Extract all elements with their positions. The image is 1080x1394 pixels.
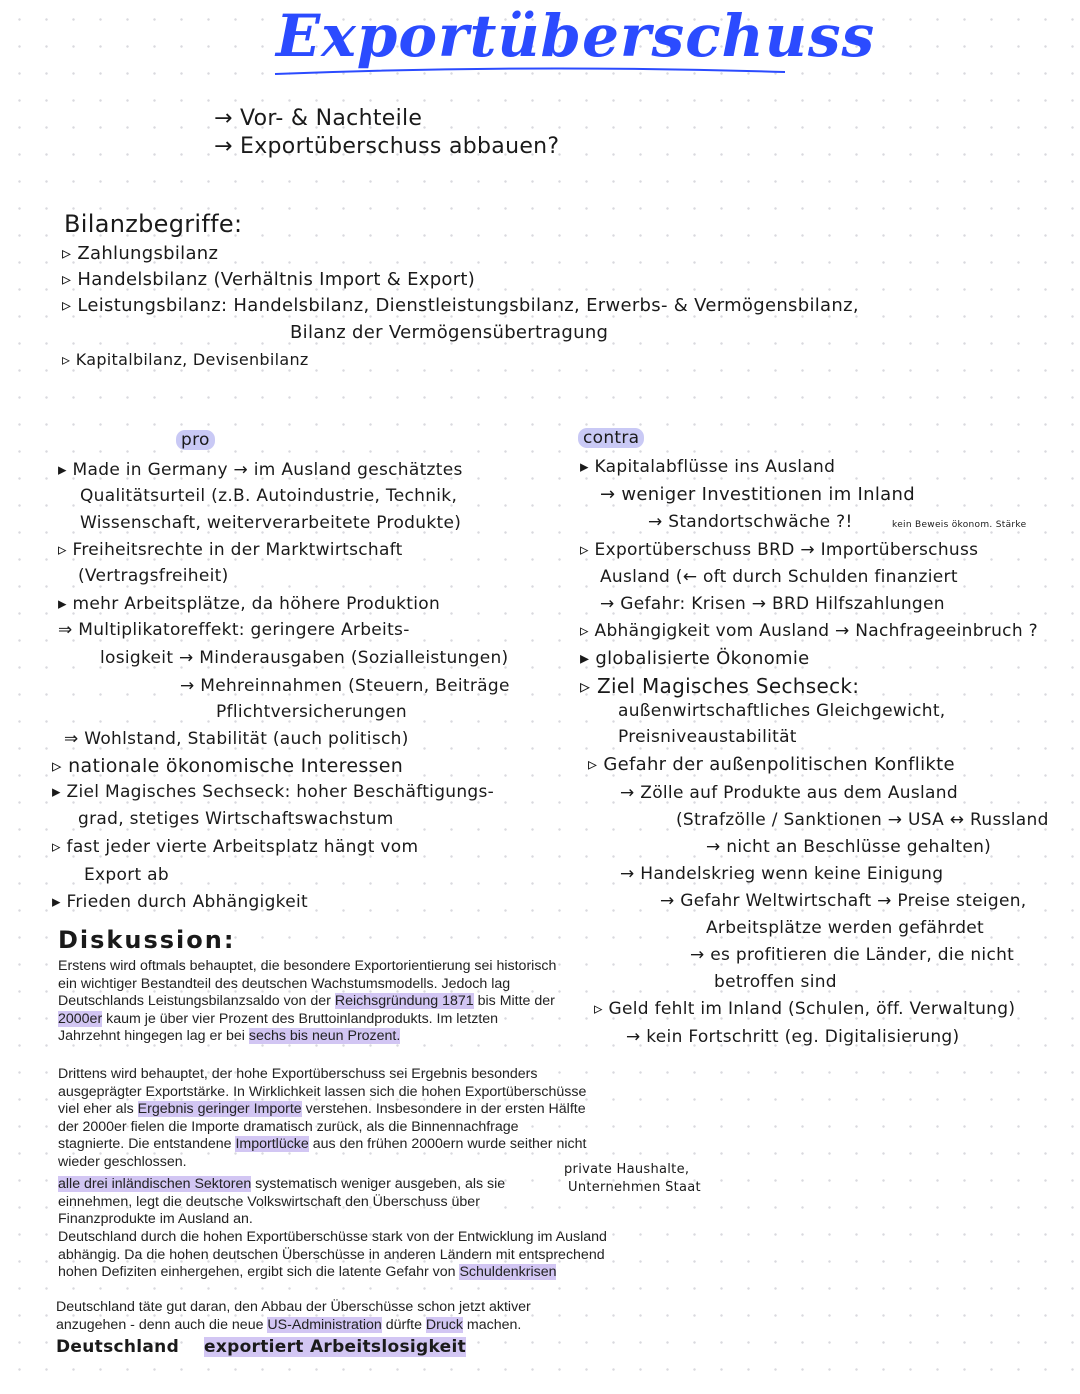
contra-line: außenwirtschaftliches Gleichgewicht,: [618, 701, 946, 721]
contra-line: → es profitieren die Länder, die nicht: [690, 945, 1015, 965]
pro-line: (Vertragsfreiheit): [78, 566, 229, 586]
contra-line: Preisniveaustabilität: [618, 727, 797, 747]
title-underline-decoration: [270, 62, 790, 82]
highlight: Reichsgründung 1871: [334, 993, 474, 1009]
pro-line: grad, stetiges Wirtschaftswachstum: [78, 809, 394, 829]
contra-line: ▹ Gefahr der außenpolitischen Konflikte: [588, 754, 955, 775]
bilanz-item-leistungsbilanz: ▹ Leistungsbilanz: Handelsbilanz, Dienstleistungsbilanz, Erwerbs- & Vermögensbilanz,: [62, 295, 859, 316]
contra-heading: [578, 428, 644, 448]
discussion-text: bis Mitte der: [473, 993, 555, 1009]
page-title: Exportüberschuss: [276, 2, 876, 70]
discussion-paragraph-2: [58, 1066, 588, 1171]
bilanz-item-zahlungsbilanz: ▹ Zahlungsbilanz: [62, 243, 219, 264]
conclusion-subject: Deutschland: [56, 1337, 180, 1357]
discussion-text: verstehen. Insbesondere in der ersten Hälfte der 2000er fielen die Importe dramatisch zurück, als die Binnennachfrage stagnierte. Die entstandene: [58, 1101, 586, 1152]
contra-line: ▹ Geld fehlt im Inland (Schulen, öff. Verwaltung): [594, 999, 1016, 1019]
highlight: US-Administration: [267, 1316, 382, 1333]
pro-line: Qualitätsurteil (z.B. Autoindustrie, Technik,: [80, 486, 458, 506]
bilanz-heading: Bilanzbegriffe:: [64, 210, 243, 238]
discussion-text: kaum je über vier Prozent des Bruttoinlandprodukts. Im letzten Jahrzehnt hingegen lag er bei: [58, 1010, 499, 1044]
pro-line: ▹ fast jeder vierte Arbeitsplatz hängt vom: [52, 837, 419, 857]
discussion-text: systematisch weniger ausgeben, als sie einnehmen, legt die deutsche Volkswirtschaft den Überschuss über Finanzprodukte im Ausland an.: [58, 1176, 506, 1227]
contra-line: Ausland (← oft durch Schulden finanziert: [600, 567, 958, 587]
contra-line: → Standortschwäche ?!: [648, 512, 853, 532]
discussion-text: Drittens wird behauptet, der hohe Exportüberschuss sei Ergebnis besonders ausgeprägter Exportstärke. In Wirklichkeit lassen sich die hohen Exportüberschüsse viel eher als: [58, 1066, 587, 1117]
pro-line: losigkeit → Minderausgaben (Sozialleistungen): [100, 648, 509, 668]
pro-line: → Mehreinnahmen (Steuern, Beiträge: [180, 676, 510, 696]
contra-line: → Gefahr: Krisen → BRD Hilfszahlungen: [600, 594, 945, 614]
contra-line: → nicht an Beschlüsse gehalten): [706, 837, 992, 857]
contra-line: ▹ Exportüberschuss BRD → Importüberschuss: [580, 540, 979, 560]
pro-tag: pro: [176, 430, 215, 450]
contra-line: → Handelskrieg wenn keine Einigung: [620, 864, 944, 884]
discussion-paragraph-4: [58, 1229, 624, 1282]
contra-line: betroffen sind: [714, 972, 837, 992]
discussion-text: Deutschland täte gut daran, den Abbau der Überschüsse schon jetzt aktiver anzugehen - denn auch die neue: [56, 1299, 531, 1333]
pro-line: Export ab: [84, 865, 169, 885]
highlight: exportiert Arbeitslosigkeit: [204, 1337, 467, 1357]
contra-line: (Strafzölle / Sanktionen → USA ↔ Russland: [676, 810, 1049, 830]
bilanz-item-kapitalbilanz: ▹ Kapitalbilanz, Devisenbilanz: [62, 350, 309, 369]
discussion-text: Deutschland durch die hohen Exportüberschüsse stark von der Entwicklung im Ausland abhängig. Da die hohen deutschen Überschüsse in anderen Ländern mit entsprechend hohen Defiziten einhergehen, ergibt sich die latente Gefahr von: [58, 1229, 607, 1280]
contra-line: → Zölle auf Produkte aus dem Ausland: [620, 783, 958, 803]
contra-line: ▸ Kapitalabflüsse ins Ausland: [580, 457, 836, 477]
pro-line: Pflichtversicherungen: [216, 702, 408, 722]
discussion-paragraph-1: [58, 958, 564, 1046]
contra-line: → Gefahr Weltwirtschaft → Preise steigen,: [660, 891, 1027, 911]
discussion-heading: Diskussion:: [58, 926, 236, 954]
discussion-paragraph-5: [56, 1299, 586, 1334]
contra-line: → weniger Investitionen im Inland: [600, 484, 915, 505]
discussion-text: dürfte: [381, 1316, 426, 1333]
bilanz-item-handelsbilanz: ▹ Handelsbilanz (Verhältnis Import & Export): [62, 269, 476, 290]
highlight: Ergebnis geringer Importe: [137, 1101, 302, 1117]
highlight: 2000er: [58, 1010, 103, 1027]
subtopic-reduce-surplus: → Exportüberschuss abbauen?: [214, 134, 560, 159]
contra-line: ▹ Abhängigkeit vom Ausland → Nachfrageeinbruch ?: [580, 621, 1038, 641]
contra-line: → kein Fortschritt (eg. Digitalisierung): [626, 1027, 960, 1047]
pro-line: ▹ nationale ökonomische Interessen: [52, 755, 404, 777]
highlight: Importlücke: [235, 1136, 309, 1152]
pro-line: ▸ Frieden durch Abhängigkeit: [52, 892, 308, 912]
sector-note-2: Unternehmen Staat: [568, 1180, 701, 1195]
discussion-paragraph-3: [58, 1176, 552, 1229]
contra-line: ▹ Ziel Magisches Sechseck:: [580, 674, 860, 698]
contra-note: kein Beweis ökonom. Stärke: [892, 520, 1027, 530]
contra-line: Arbeitsplätze werden gefährdet: [706, 918, 985, 938]
highlight: sechs bis neun Prozent.: [248, 1028, 401, 1044]
pro-line: ▸ Made in Germany → im Ausland geschätztes: [58, 460, 463, 480]
pro-heading: [176, 430, 215, 450]
subtopic-pros-cons: → Vor- & Nachteile: [214, 106, 423, 131]
conclusion-statement: [204, 1337, 466, 1357]
pro-line: Wissenschaft, weiterverarbeitete Produkte): [80, 513, 462, 533]
pro-line: ▸ Ziel Magisches Sechseck: hoher Beschäftigungs-: [52, 782, 495, 802]
highlight: Druck: [425, 1316, 463, 1333]
pro-line: ⇒ Wohlstand, Stabilität (auch politisch): [64, 729, 409, 749]
contra-tag: contra: [578, 428, 644, 448]
highlight: Schuldenkrisen: [459, 1264, 557, 1280]
sector-note-1: private Haushalte,: [564, 1162, 690, 1177]
discussion-text: Erstens wird oftmals behauptet, die besondere Exportorientierung sei historisch ein wichtiger Bestandteil des deutschen Wachstumsmodells. Jedoch lag Deutschlands Leistungsbilanzsaldo von der: [58, 958, 557, 1009]
contra-line: ▸ globalisierte Ökonomie: [580, 648, 810, 669]
highlight: alle drei inländischen Sektoren: [58, 1176, 252, 1192]
discussion-text: machen.: [462, 1316, 522, 1333]
pro-line: ▸ mehr Arbeitsplätze, da höhere Produktion: [58, 594, 441, 614]
discussion-text: aus den frühen 2000ern wurde seither nicht wieder geschlossen.: [58, 1136, 587, 1170]
bilanz-item-vermoegensuebertragung: Bilanz der Vermögensübertragung: [290, 322, 609, 343]
pro-line: ⇒ Multiplikatoreffekt: geringere Arbeits-: [58, 620, 410, 640]
pro-line: ▹ Freiheitsrechte in der Marktwirtschaft: [58, 540, 403, 560]
